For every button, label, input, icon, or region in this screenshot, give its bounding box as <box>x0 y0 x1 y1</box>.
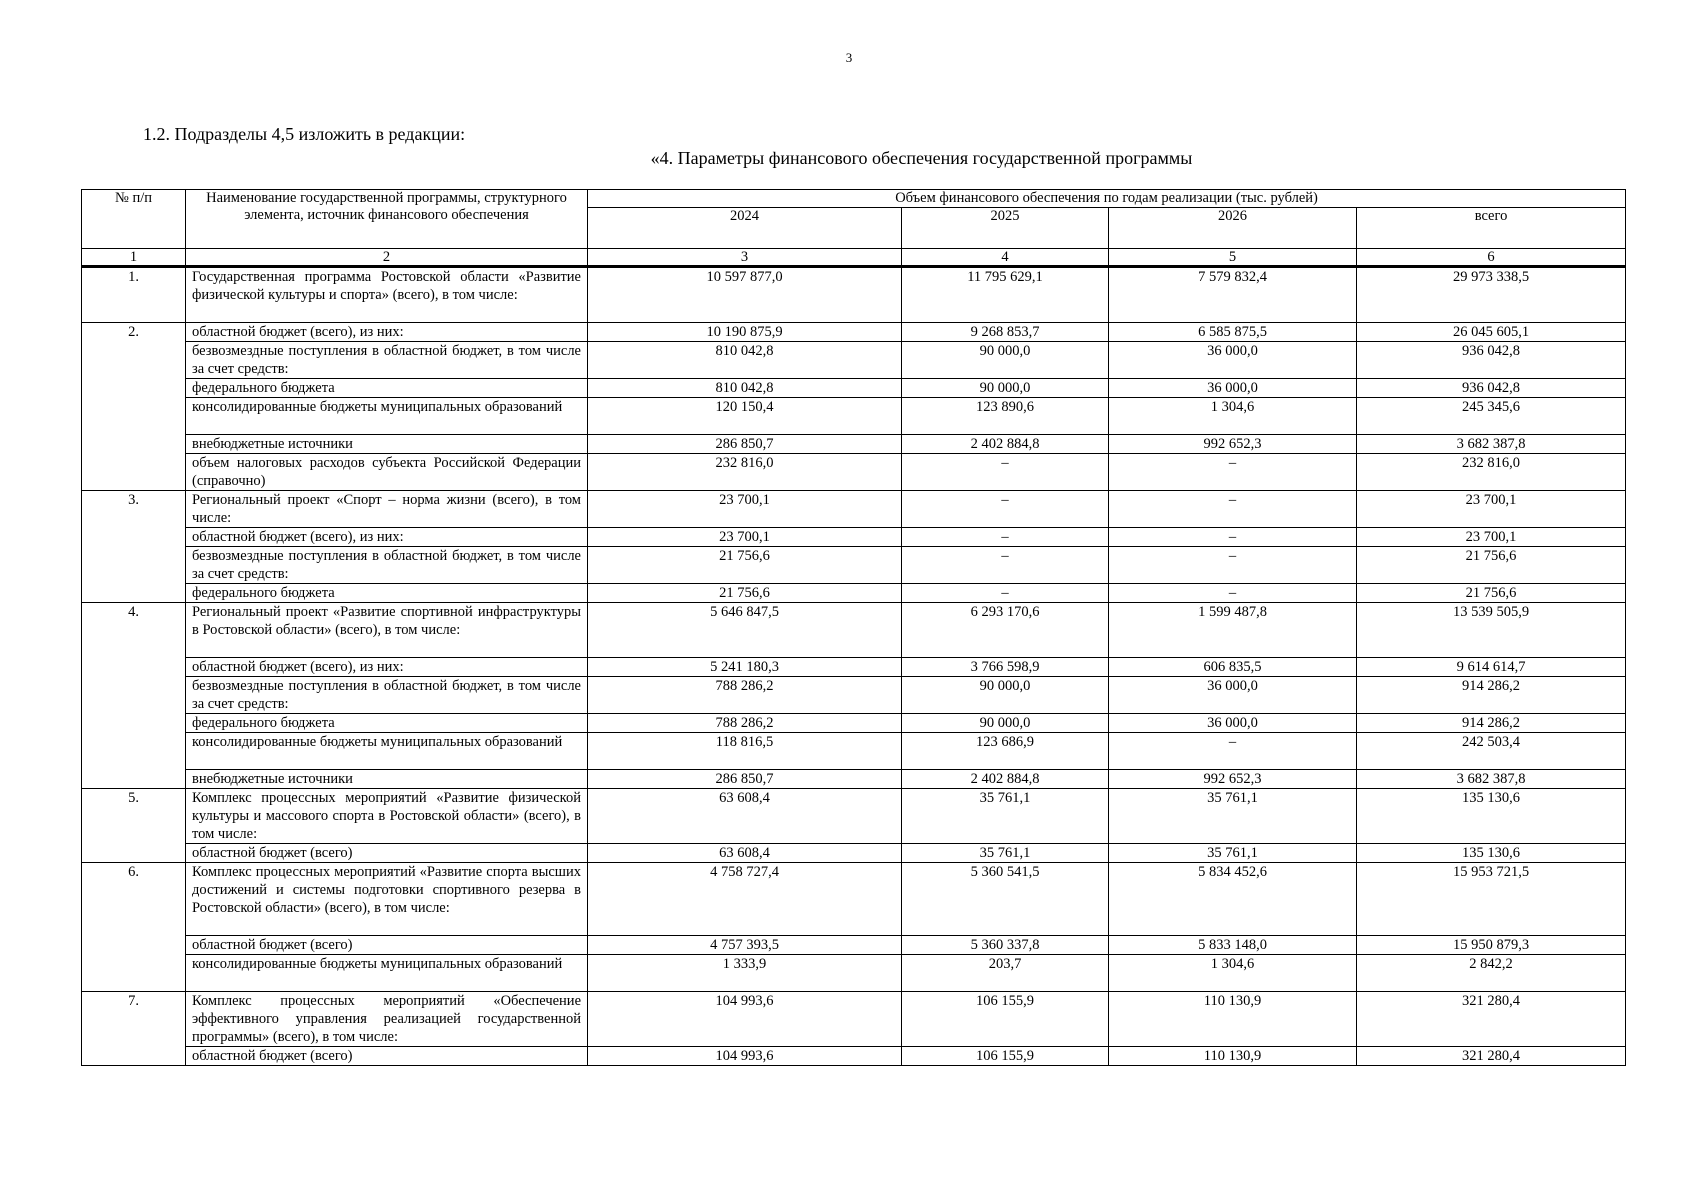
value-2026: 35 761,1 <box>1109 789 1357 844</box>
value-2025: 5 360 541,5 <box>902 863 1109 936</box>
table-row <box>82 1047 1626 1066</box>
row-name: внебюджетные источники <box>186 435 588 454</box>
value-total: 135 130,6 <box>1357 844 1626 863</box>
value-2024: 286 850,7 <box>588 770 902 789</box>
table-row <box>82 547 1626 584</box>
value-2024: 810 042,8 <box>588 379 902 398</box>
value-2025: 90 000,0 <box>902 677 1109 714</box>
row-number: 5. <box>82 789 186 863</box>
value-total: 13 539 505,9 <box>1357 603 1626 658</box>
value-total: 3 682 387,8 <box>1357 435 1626 454</box>
value-2025: 2 402 884,8 <box>902 770 1109 789</box>
row-name: областной бюджет (всего), из них: <box>186 528 588 547</box>
value-2025: – <box>902 547 1109 584</box>
value-2026: 7 579 832,4 <box>1109 267 1357 323</box>
row-name: федерального бюджета <box>186 714 588 733</box>
value-2024: 788 286,2 <box>588 714 902 733</box>
value-total: 232 816,0 <box>1357 454 1626 491</box>
value-2025: – <box>902 491 1109 528</box>
value-2026: 110 130,9 <box>1109 992 1357 1047</box>
value-2026: – <box>1109 584 1357 603</box>
value-2025: 106 155,9 <box>902 992 1109 1047</box>
row-name: безвозмездные поступления в областной бюджет, в том числе за счет средств: <box>186 547 588 584</box>
table-row <box>82 603 1626 658</box>
value-2025: 90 000,0 <box>902 342 1109 379</box>
row-name: безвозмездные поступления в областной бюджет, в том числе за счет средств: <box>186 342 588 379</box>
row-name: областной бюджет (всего) <box>186 1047 588 1066</box>
value-2026: – <box>1109 547 1357 584</box>
header-no: № п/п <box>82 190 186 249</box>
value-total: 15 950 879,3 <box>1357 936 1626 955</box>
value-2026: 5 834 452,6 <box>1109 863 1357 936</box>
table-row <box>82 955 1626 992</box>
table-row <box>82 789 1626 844</box>
row-name: областной бюджет (всего), из них: <box>186 323 588 342</box>
value-2025: 6 293 170,6 <box>902 603 1109 658</box>
row-number: 6. <box>82 863 186 992</box>
value-2024: 286 850,7 <box>588 435 902 454</box>
header-total: всего <box>1357 208 1626 249</box>
value-total: 914 286,2 <box>1357 714 1626 733</box>
row-name: консолидированные бюджеты муниципальных образований <box>186 733 588 770</box>
row-name: Региональный проект «Спорт – норма жизни (всего), в том числе: <box>186 491 588 528</box>
row-name: Комплекс процессных мероприятий «Развитие физической культуры и массового спорта в Ростовской области» (всего), в том числе: <box>186 789 588 844</box>
table-row <box>82 491 1626 528</box>
column-number: 5 <box>1109 249 1357 267</box>
value-2026: – <box>1109 733 1357 770</box>
value-total: 242 503,4 <box>1357 733 1626 770</box>
row-name: Комплекс процессных мероприятий «Обеспечение эффективного управления реализацией государственной программы» (всего), в том числе: <box>186 992 588 1047</box>
table-row <box>82 844 1626 863</box>
table-row <box>82 863 1626 936</box>
value-total: 2 842,2 <box>1357 955 1626 992</box>
value-2025: 90 000,0 <box>902 714 1109 733</box>
value-total: 321 280,4 <box>1357 1047 1626 1066</box>
row-name: областной бюджет (всего), из них: <box>186 658 588 677</box>
row-name: федерального бюджета <box>186 379 588 398</box>
row-number: 7. <box>82 992 186 1066</box>
column-number: 3 <box>588 249 902 267</box>
value-2024: 23 700,1 <box>588 528 902 547</box>
table-row <box>82 770 1626 789</box>
value-2026: 6 585 875,5 <box>1109 323 1357 342</box>
row-name: Комплекс процессных мероприятий «Развитие спорта высших достижений и системы подготовки спортивного резерва в Ростовской области» (всего), в том числе: <box>186 863 588 936</box>
value-2024: 810 042,8 <box>588 342 902 379</box>
value-total: 26 045 605,1 <box>1357 323 1626 342</box>
value-2025: – <box>902 528 1109 547</box>
value-2024: 4 757 393,5 <box>588 936 902 955</box>
value-total: 29 973 338,5 <box>1357 267 1626 323</box>
value-2026: 992 652,3 <box>1109 435 1357 454</box>
header-name: Наименование государственной программы, структурного элемента, источник финансового обеспечения <box>186 190 588 249</box>
row-number: 3. <box>82 491 186 603</box>
value-total: 936 042,8 <box>1357 379 1626 398</box>
value-2026: 5 833 148,0 <box>1109 936 1357 955</box>
value-2024: 23 700,1 <box>588 491 902 528</box>
value-total: 936 042,8 <box>1357 342 1626 379</box>
value-2024: 21 756,6 <box>588 584 902 603</box>
column-number: 6 <box>1357 249 1626 267</box>
value-total: 914 286,2 <box>1357 677 1626 714</box>
table-row <box>82 936 1626 955</box>
row-number: 2. <box>82 323 186 491</box>
table-body <box>82 267 1626 1066</box>
value-2024: 5 646 847,5 <box>588 603 902 658</box>
header-year-2026: 2026 <box>1109 208 1357 249</box>
value-2025: 106 155,9 <box>902 1047 1109 1066</box>
table-row <box>82 398 1626 435</box>
table-row <box>82 677 1626 714</box>
value-2024: 1 333,9 <box>588 955 902 992</box>
value-2025: 3 766 598,9 <box>902 658 1109 677</box>
row-name: внебюджетные источники <box>186 770 588 789</box>
table-row <box>82 584 1626 603</box>
value-2025: 203,7 <box>902 955 1109 992</box>
value-2026: 35 761,1 <box>1109 844 1357 863</box>
value-2024: 5 241 180,3 <box>588 658 902 677</box>
value-2025: 35 761,1 <box>902 789 1109 844</box>
value-total: 23 700,1 <box>1357 491 1626 528</box>
section-title-wrap <box>0 148 1698 169</box>
value-2024: 104 993,6 <box>588 1047 902 1066</box>
row-name: областной бюджет (всего) <box>186 936 588 955</box>
header-volume: Объем финансового обеспечения по годам реализации (тыс. рублей) <box>588 190 1626 208</box>
value-2026: 992 652,3 <box>1109 770 1357 789</box>
table-row <box>82 435 1626 454</box>
financing-table <box>81 189 1626 1066</box>
column-number: 4 <box>902 249 1109 267</box>
value-2025: 123 890,6 <box>902 398 1109 435</box>
table-row <box>82 323 1626 342</box>
value-2024: 63 608,4 <box>588 844 902 863</box>
table-row <box>82 379 1626 398</box>
value-2026: – <box>1109 528 1357 547</box>
row-number: 4. <box>82 603 186 789</box>
table-row <box>82 658 1626 677</box>
column-number-row <box>82 249 1626 267</box>
value-2025: – <box>902 584 1109 603</box>
row-name: объем налоговых расходов субъекта Российской Федерации (справочно) <box>186 454 588 491</box>
value-2025: 2 402 884,8 <box>902 435 1109 454</box>
value-total: 245 345,6 <box>1357 398 1626 435</box>
value-2026: 1 304,6 <box>1109 398 1357 435</box>
value-2025: – <box>902 454 1109 491</box>
table-row <box>82 992 1626 1047</box>
table-row <box>82 714 1626 733</box>
value-2025: 5 360 337,8 <box>902 936 1109 955</box>
value-2024: 63 608,4 <box>588 789 902 844</box>
value-total: 23 700,1 <box>1357 528 1626 547</box>
section-title: «4. Параметры финансового обеспечения государственной программы <box>650 148 1193 168</box>
value-total: 3 682 387,8 <box>1357 770 1626 789</box>
row-name: областной бюджет (всего) <box>186 844 588 863</box>
value-2024: 120 150,4 <box>588 398 902 435</box>
column-number: 2 <box>186 249 588 267</box>
value-2024: 232 816,0 <box>588 454 902 491</box>
value-2026: 36 000,0 <box>1109 677 1357 714</box>
value-2025: 11 795 629,1 <box>902 267 1109 323</box>
value-2025: 90 000,0 <box>902 379 1109 398</box>
table-row <box>82 267 1626 323</box>
page-number: 3 <box>845 50 853 65</box>
value-2026: – <box>1109 491 1357 528</box>
table-row <box>82 733 1626 770</box>
table-row <box>82 342 1626 379</box>
value-2024: 21 756,6 <box>588 547 902 584</box>
value-2026: 36 000,0 <box>1109 342 1357 379</box>
value-2024: 10 190 875,9 <box>588 323 902 342</box>
value-total: 21 756,6 <box>1357 584 1626 603</box>
table-row <box>82 528 1626 547</box>
value-2026: 1 599 487,8 <box>1109 603 1357 658</box>
value-2026: 36 000,0 <box>1109 714 1357 733</box>
row-number: 1. <box>82 267 186 323</box>
value-2024: 10 597 877,0 <box>588 267 902 323</box>
value-2024: 788 286,2 <box>588 677 902 714</box>
value-total: 135 130,6 <box>1357 789 1626 844</box>
value-2025: 35 761,1 <box>902 844 1109 863</box>
value-2026: – <box>1109 454 1357 491</box>
header-year-2025: 2025 <box>902 208 1109 249</box>
row-name: безвозмездные поступления в областной бюджет, в том числе за счет средств: <box>186 677 588 714</box>
value-total: 321 280,4 <box>1357 992 1626 1047</box>
row-name: Государственная программа Ростовской области «Развитие физической культуры и спорта» (всего), в том числе: <box>186 267 588 323</box>
row-name: федерального бюджета <box>186 584 588 603</box>
value-2024: 104 993,6 <box>588 992 902 1047</box>
value-2026: 1 304,6 <box>1109 955 1357 992</box>
row-name: Региональный проект «Развитие спортивной инфраструктуры в Ростовской области» (всего), в том числе: <box>186 603 588 658</box>
value-2026: 110 130,9 <box>1109 1047 1357 1066</box>
value-total: 21 756,6 <box>1357 547 1626 584</box>
intro-paragraph: 1.2. Подразделы 4,5 изложить в редакции: <box>143 124 466 144</box>
value-total: 15 953 721,5 <box>1357 863 1626 936</box>
row-name: консолидированные бюджеты муниципальных образований <box>186 398 588 435</box>
value-total: 9 614 614,7 <box>1357 658 1626 677</box>
table-row <box>82 454 1626 491</box>
column-number: 1 <box>82 249 186 267</box>
value-2024: 4 758 727,4 <box>588 863 902 936</box>
value-2025: 9 268 853,7 <box>902 323 1109 342</box>
value-2026: 36 000,0 <box>1109 379 1357 398</box>
row-name: консолидированные бюджеты муниципальных образований <box>186 955 588 992</box>
value-2024: 118 816,5 <box>588 733 902 770</box>
value-2025: 123 686,9 <box>902 733 1109 770</box>
header-year-2024: 2024 <box>588 208 902 249</box>
value-2026: 606 835,5 <box>1109 658 1357 677</box>
